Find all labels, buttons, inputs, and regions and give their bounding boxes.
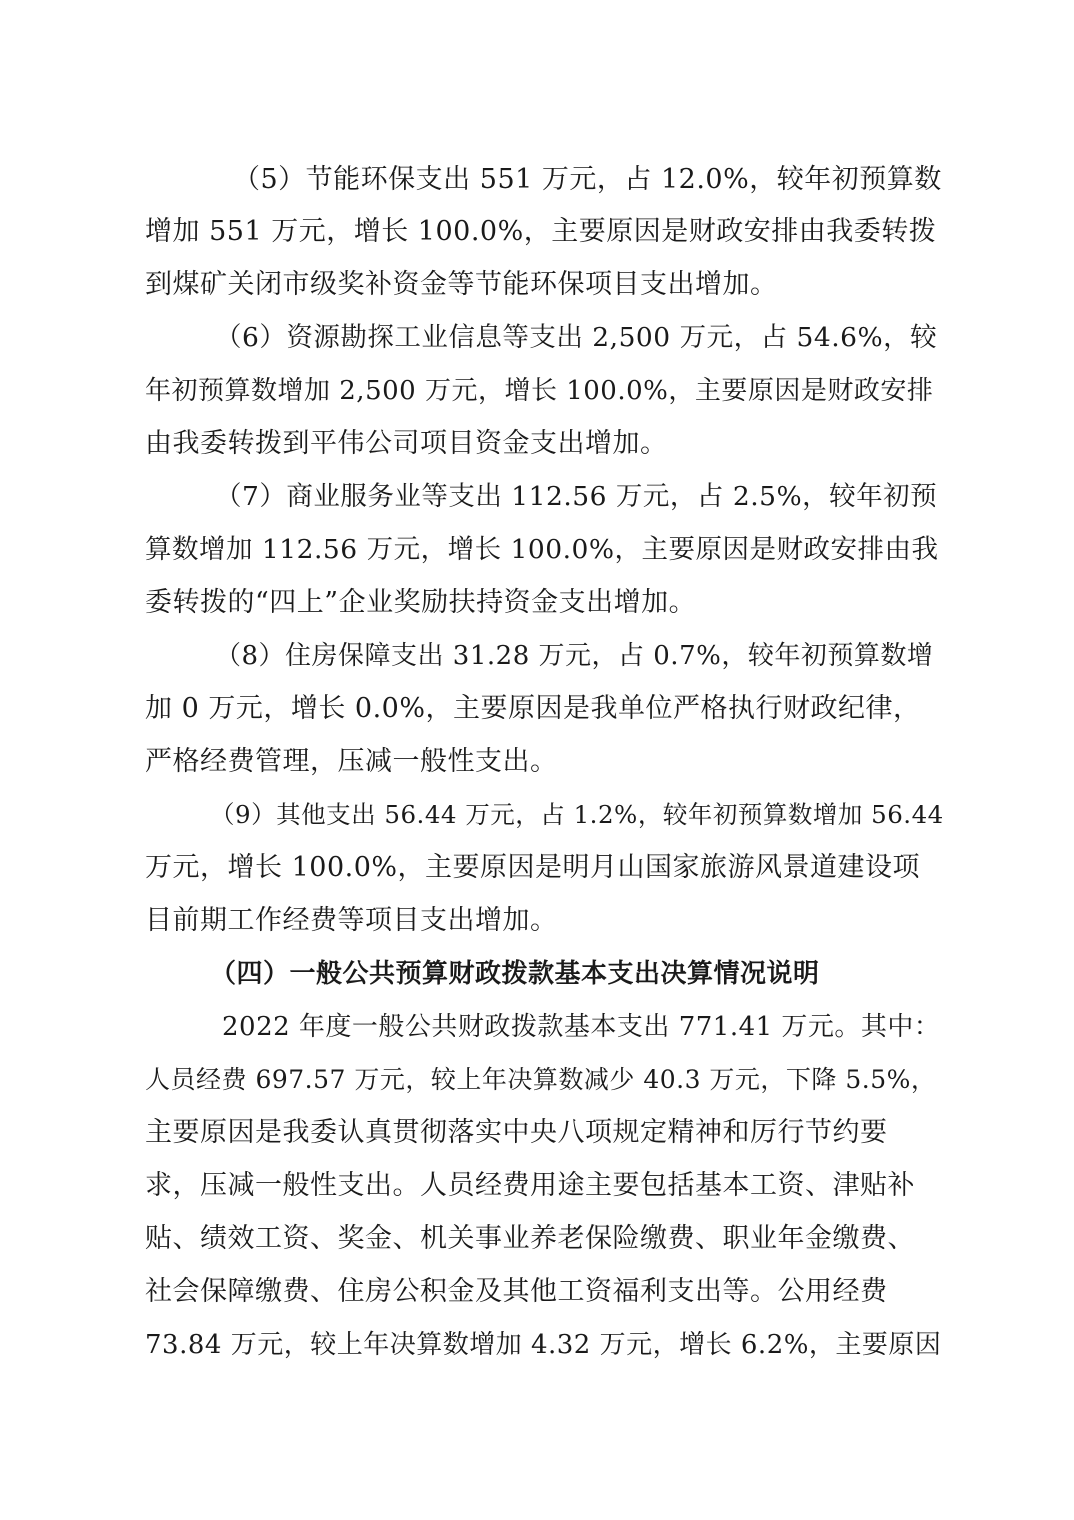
text-line: 人员经费 697.57 万元，较上年决算数减少 40.3 万元，下降 5.5%， — [145, 1065, 937, 1094]
text-line: 2022 年度一般公共财政拨款基本支出 771.41 万元。其中： — [222, 1012, 941, 1042]
text-line: 73.84 万元，较上年决算数增加 4.32 万元，增长 6.2%，主要原因 — [145, 1330, 942, 1360]
text-line: （8）住房保障支出 31.28 万元，占 0.7%，较年初预算数增 — [215, 641, 934, 671]
text-line: 严格经费管理，压减一般性支出。 — [145, 746, 558, 777]
text-line: 算数增加 112.56 万元，增长 100.0%，主要原因是财政安排由我 — [145, 534, 939, 565]
text-line: 社会保障缴费、住房公积金及其他工资福利支出等。公用经费 — [145, 1276, 888, 1307]
text-line: 贴、绩效工资、奖金、机关事业养老保险缴费、职业年金缴费、 — [145, 1223, 915, 1254]
text-line: 由我委转拨到平伟公司项目资金支出增加。 — [145, 428, 668, 459]
text-line: 到煤矿关闭市级奖补资金等节能环保项目支出增加。 — [145, 269, 778, 300]
section-heading: （四）一般公共预算财政拨款基本支出决算情况说明 — [210, 959, 820, 989]
text-line: 求，压减一般性支出。人员经费用途主要包括基本工资、津贴补 — [145, 1170, 915, 1201]
text-line: 目前期工作经费等项目支出增加。 — [145, 905, 558, 936]
text-line: （7）商业服务业等支出 112.56 万元，占 2.5%，较年初预 — [215, 481, 938, 512]
text-line: （5）节能环保支出 551 万元，占 12.0%，较年初预算数 — [233, 164, 942, 195]
text-line: （6）资源勘探工业信息等支出 2,500 万元，占 54.6%，较 — [215, 322, 938, 353]
text-line: 委转拨的“四上”企业奖励扶持资金支出增加。 — [145, 587, 697, 618]
text-line: （9）其他支出 56.44 万元，占 1.2%，较年初预算数增加 56.44 — [210, 800, 944, 829]
text-line: 加 0 万元，增长 0.0%，主要原因是我单位严格执行财政纪律， — [145, 693, 921, 724]
text-line: 万元，增长 100.0%，主要原因是明月山国家旅游风景道建设项 — [145, 852, 921, 883]
text-line: 年初预算数增加 2,500 万元，增长 100.0%，主要原因是财政安排 — [145, 376, 934, 406]
text-line: 主要原因是我委认真贯彻落实中央八项规定精神和厉行节约要 — [145, 1117, 888, 1148]
text-line: 增加 551 万元，增长 100.0%，主要原因是财政安排由我委转拨 — [145, 216, 937, 247]
